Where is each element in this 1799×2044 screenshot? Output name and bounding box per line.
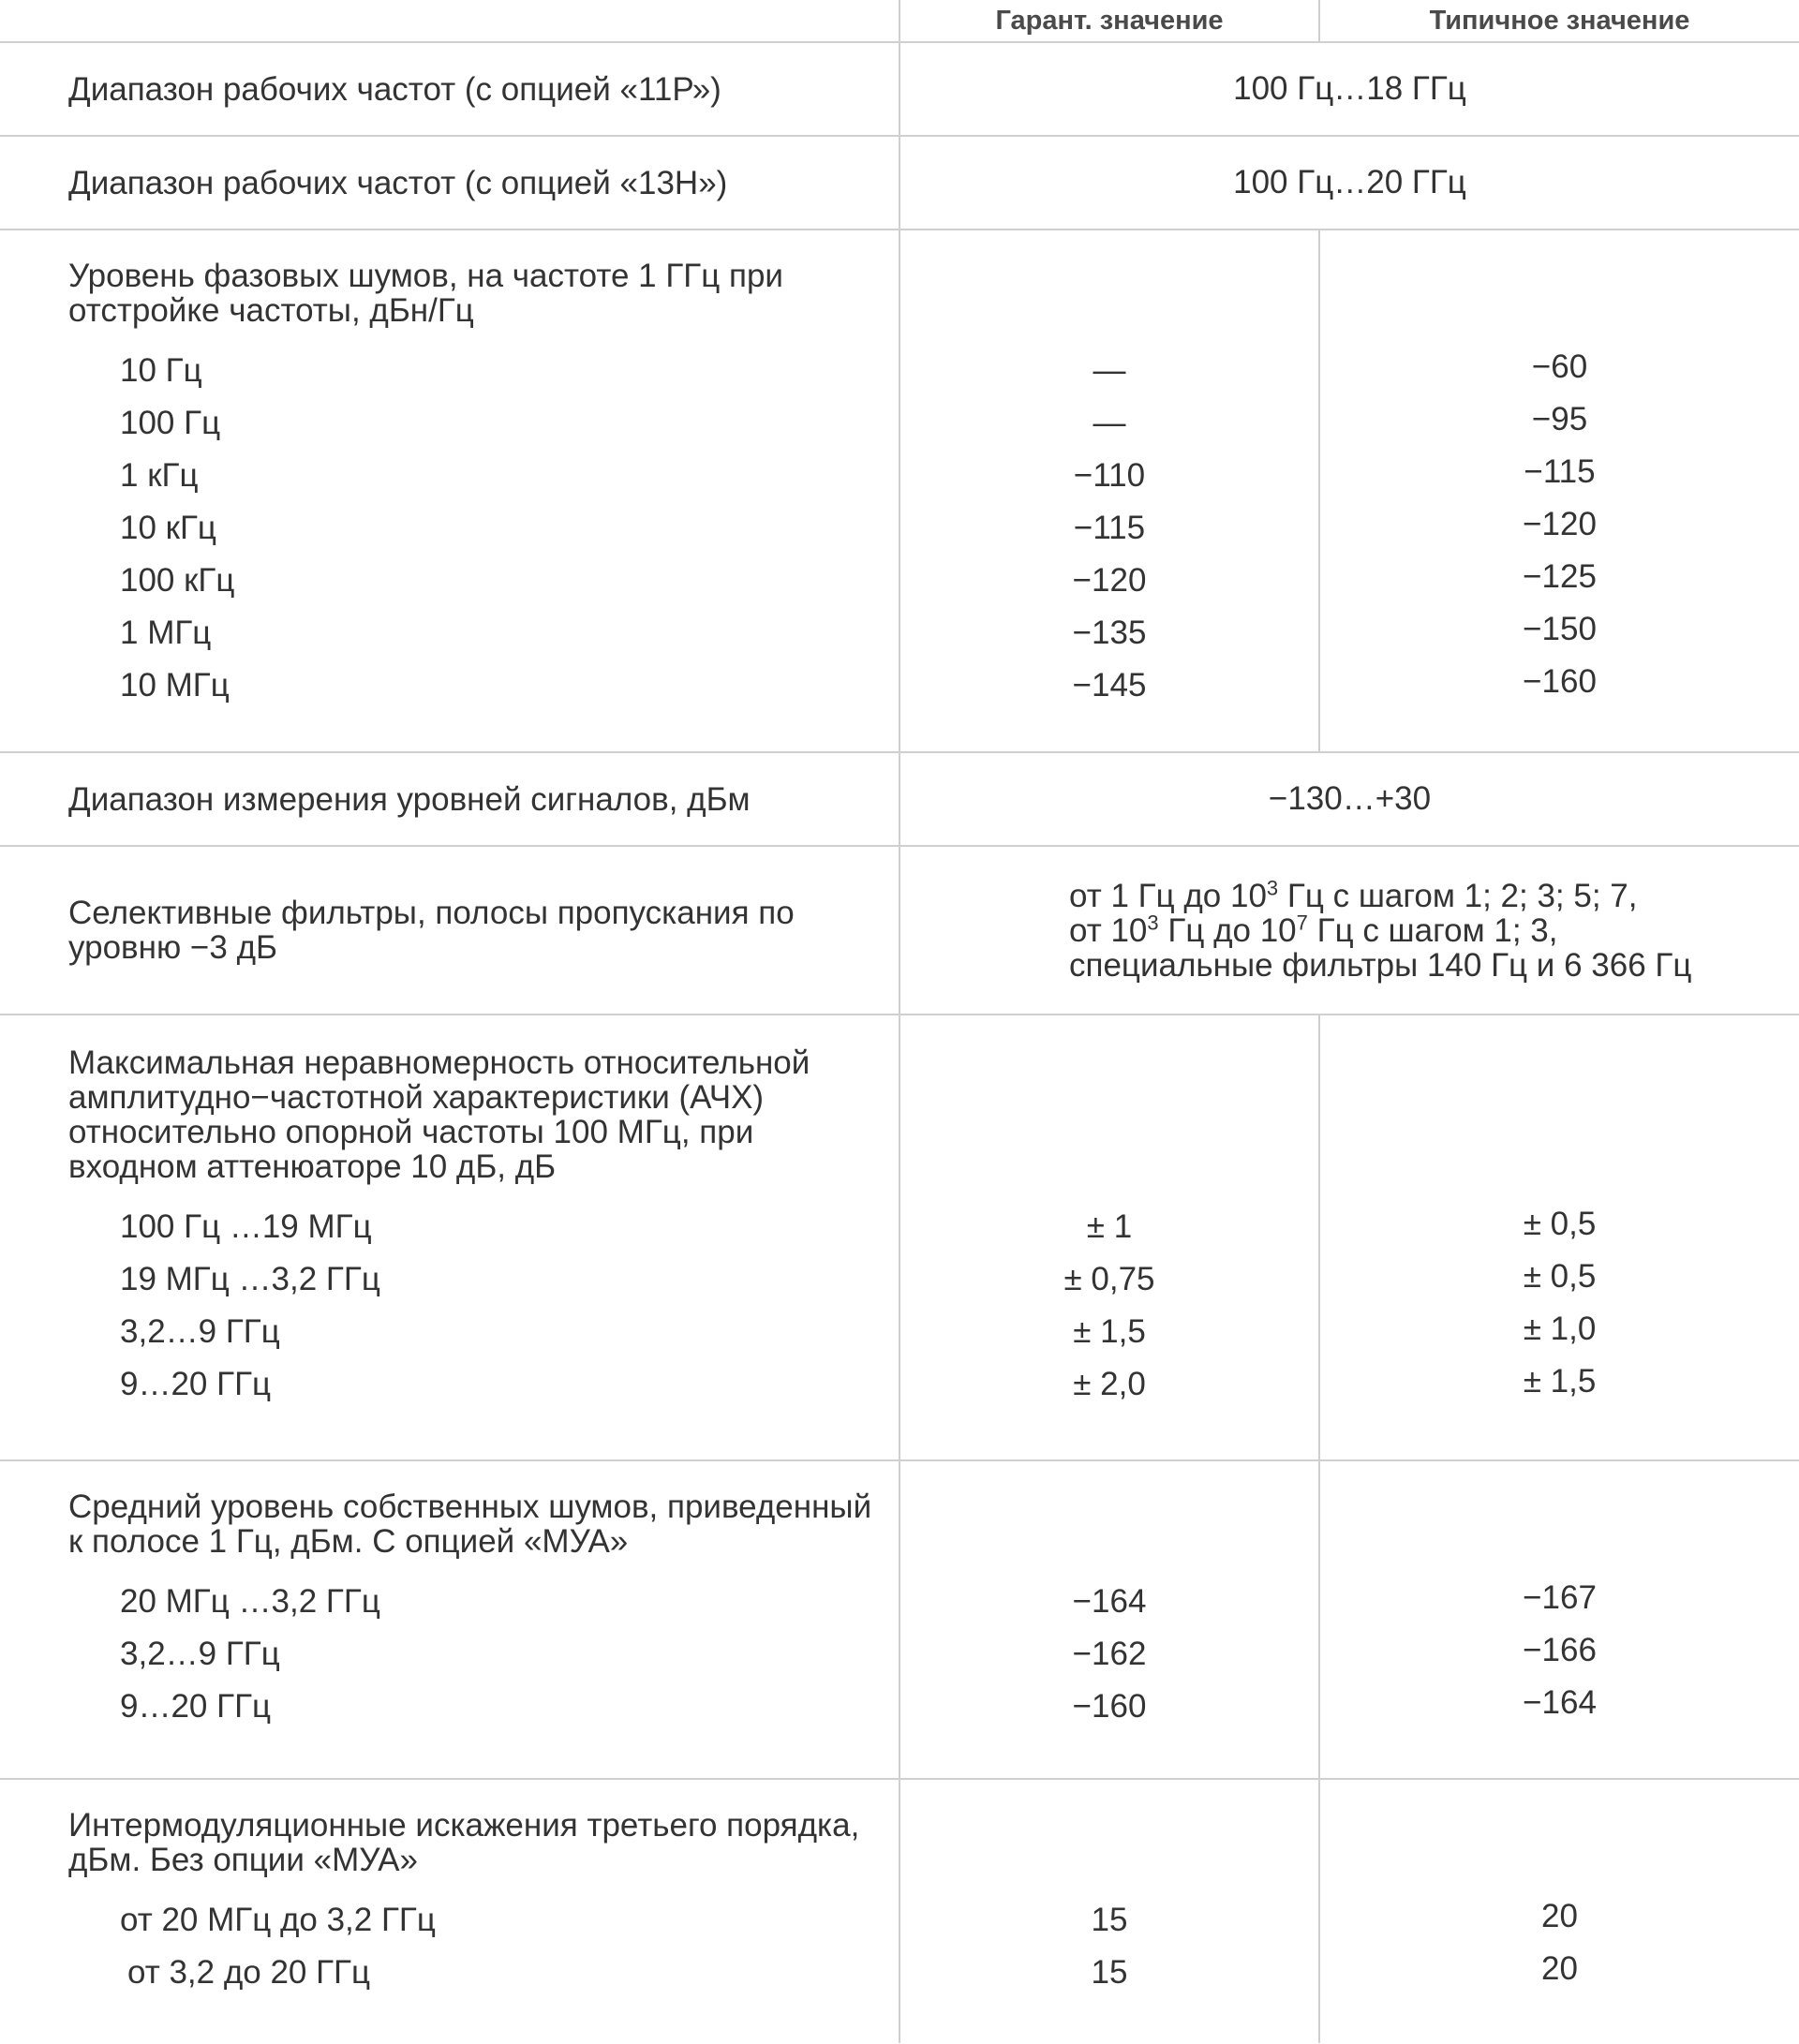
filters-line-2: от $10^3$ Гц до $10^7$ Гц с шагом 1; 3,: [1069, 910, 1558, 949]
phase-noise-guaranteed-value: —: [1093, 352, 1126, 389]
level-range-label: Диапазон измерения уровней сигналов, дБм: [0, 752, 900, 846]
flatness-typical-value: ± 1,5: [1523, 1363, 1597, 1400]
row-imd: [0, 1779, 1799, 2043]
filters-line-3: специальные фильтры 140 Гц и 6 366 Гц: [1069, 946, 1692, 984]
phase-noise-offset: 10 МГц: [120, 667, 230, 704]
header-guaranteed: Гарант. значение: [900, 0, 1319, 42]
imd-typical: [1319, 1779, 1799, 2043]
imd-range: от 3,2 до 20 ГГц: [127, 1954, 371, 1991]
flatness-range: 19 МГц …3,2 ГГц: [120, 1261, 380, 1297]
level-range-value: −130…+30: [900, 752, 1799, 846]
flatness-typical-value: ± 0,5: [1523, 1206, 1597, 1242]
phase-noise-typical-value: −125: [1523, 558, 1597, 595]
flatness-guaranteed: [900, 1015, 1319, 1460]
phase-noise-guaranteed: [900, 230, 1319, 752]
freq-range-11p-value: 100 Гц…18 ГГц: [900, 42, 1799, 136]
row-freq-range-11p: [0, 42, 1799, 136]
noise-floor-range: 9…20 ГГц: [120, 1688, 272, 1725]
noise-floor-guaranteed: [900, 1460, 1319, 1779]
flatness-typical-value: ± 1,0: [1523, 1311, 1597, 1347]
phase-noise-params: [0, 230, 900, 752]
flatness-typical-value: ± 0,5: [1523, 1258, 1597, 1295]
phase-noise-typical: [1319, 230, 1799, 752]
phase-noise-offset: 100 кГц: [120, 562, 235, 599]
noise-floor-params: [0, 1460, 900, 1779]
phase-noise-title: Уровень фазовых шумов, на частоте 1 ГГц при отстройке частоты, дБн/Гц: [68, 258, 783, 329]
flatness-guaranteed-value: ± 1,5: [1073, 1313, 1146, 1350]
noise-floor-guaranteed-value: −162: [1072, 1636, 1147, 1672]
phase-noise-guaranteed-value: −145: [1072, 667, 1147, 704]
freq-range-11p-label: Диапазон рабочих частот (с опцией «11Р»): [0, 42, 900, 136]
phase-noise-offset: 10 кГц: [120, 510, 216, 546]
row-phase-noise: [0, 230, 1799, 752]
noise-floor-typical-value: −167: [1523, 1579, 1597, 1616]
filters-label: Селективные фильтры, полосы пропускания по уровню −3 дБ: [0, 846, 900, 1015]
flatness-guaranteed-value: ± 0,75: [1063, 1261, 1155, 1297]
phase-noise-typical-value: −160: [1523, 663, 1597, 700]
row-flatness: [0, 1015, 1799, 1460]
header-param: [0, 0, 900, 42]
header-typical: Типичное значение: [1319, 0, 1799, 42]
flatness-range: 3,2…9 ГГц: [120, 1313, 280, 1350]
freq-range-13h-label: Диапазон рабочих частот (с опцией «13Н»): [0, 136, 900, 230]
noise-floor-range: 20 МГц …3,2 ГГц: [120, 1583, 380, 1620]
header-row: [0, 0, 1799, 42]
flatness-typical: [1319, 1015, 1799, 1460]
phase-noise-typical-value: −95: [1531, 401, 1588, 437]
phase-noise-offset: 100 Гц: [120, 405, 221, 441]
phase-noise-guaranteed-value: −115: [1073, 510, 1146, 546]
row-freq-range-13h: [0, 136, 1799, 230]
flatness-range: 100 Гц …19 МГц: [120, 1208, 372, 1245]
noise-floor-title: Средний уровень собственных шумов, приведенный к полосе 1 Гц, дБм. С опцией «МУА»: [68, 1489, 872, 1560]
phase-noise-typical-value: −60: [1531, 348, 1588, 385]
imd-guaranteed: [900, 1779, 1319, 2043]
phase-noise-typical-value: −115: [1524, 453, 1596, 490]
phase-noise-guaranteed-value: —: [1093, 405, 1126, 441]
phase-noise-offset: 10 Гц: [120, 352, 202, 389]
filters-value: [900, 846, 1799, 1015]
row-filters: [0, 846, 1799, 1015]
imd-params: [0, 1779, 900, 2043]
imd-guaranteed-value: 15: [1091, 1902, 1128, 1938]
imd-typical-value: 20: [1541, 1950, 1578, 1987]
flatness-guaranteed-value: ± 1: [1086, 1208, 1133, 1245]
flatness-title: Максимальная неравномерность относительной амплитудно−частотной характеристики (АЧХ) относительно опорной частоты 100 МГц, при входном аттенюаторе 10 дБ, дБ: [68, 1044, 810, 1185]
noise-floor-guaranteed-value: −164: [1072, 1583, 1147, 1620]
noise-floor-typical: [1319, 1460, 1799, 1779]
noise-floor-typical-value: −166: [1523, 1632, 1597, 1668]
noise-floor-typical-value: −164: [1523, 1684, 1597, 1721]
freq-range-13h-value: 100 Гц…20 ГГц: [900, 136, 1799, 230]
imd-range: от 20 МГц до 3,2 ГГц: [120, 1902, 436, 1938]
row-level-range: [0, 752, 1799, 846]
phase-noise-guaranteed-value: −135: [1072, 615, 1147, 651]
phase-noise-guaranteed-value: −120: [1072, 562, 1147, 599]
noise-floor-guaranteed-value: −160: [1072, 1688, 1147, 1725]
phase-noise-guaranteed-value: −110: [1073, 457, 1146, 494]
phase-noise-typical-value: −120: [1523, 506, 1597, 542]
imd-title: Интермодуляционные искажения третьего порядка, дБм. Без опции «МУА»: [68, 1807, 860, 1878]
phase-noise-offset: 1 МГц: [120, 615, 212, 651]
filters-line-1: от 1 Гц до $10^3$ Гц с шагом 1; 2; 3; 5; 7,: [1069, 875, 1638, 914]
row-noise-floor: [0, 1460, 1799, 1779]
phase-noise-typical-value: −150: [1523, 611, 1597, 647]
imd-guaranteed-value: 15: [1091, 1954, 1128, 1991]
flatness-guaranteed-value: ± 2,0: [1073, 1366, 1146, 1402]
flatness-range: 9…20 ГГц: [120, 1366, 272, 1402]
imd-typical-value: 20: [1541, 1898, 1578, 1934]
noise-floor-range: 3,2…9 ГГц: [120, 1636, 280, 1672]
phase-noise-offset: 1 кГц: [120, 457, 199, 494]
flatness-params: [0, 1015, 900, 1460]
